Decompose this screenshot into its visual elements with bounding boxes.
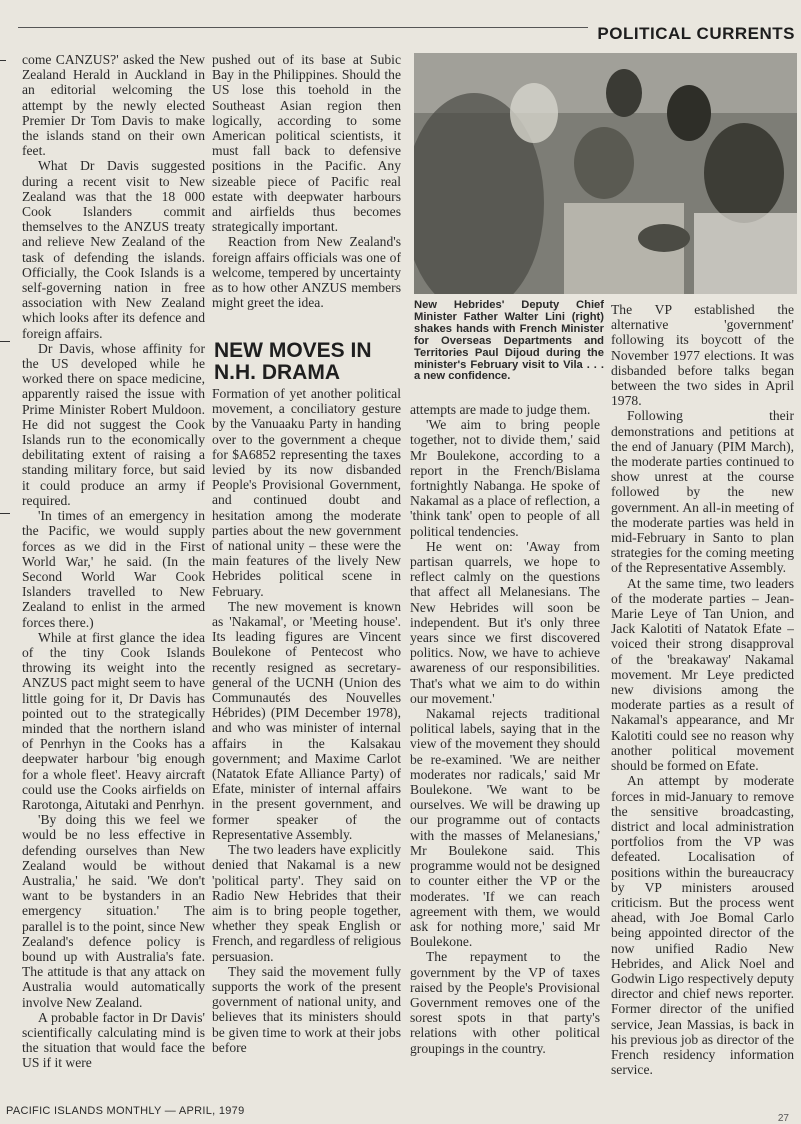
header-rule xyxy=(18,27,588,28)
footer-publication: PACIFIC ISLANDS MONTHLY — APRIL, 1979 xyxy=(6,1105,245,1117)
paragraph: They said the movement fully supports the work of the present government of national unity, and believes that its ministers should be given time to work at their jobs before xyxy=(212,963,401,1055)
column-2-top xyxy=(212,52,401,322)
paragraph: Nakamal rejects traditional political labels, saying that in the view of the movement they should be re-examined. 'We are neither moderates nor radicals,' said Mr Boulekone. 'We want to be ourselves. We will be drawing up our programme out of contacts with the masses of Melanesians,' Mr Boulekone said. This programme would not be designed to counter either the VP or the moderates. 'If we can reach agreement with them, we would ask for nothing more,' said Mr Boulekone. xyxy=(410,706,600,950)
page-number: 27 xyxy=(777,1113,789,1124)
section-header: POLITICAL CURRENTS xyxy=(597,24,795,43)
column-1 xyxy=(22,52,205,1100)
paragraph: The repayment to the government by the VP of taxes raised by the People's Provisional Government removes one of the sorest spots in that party's relations with other political groupings in the country. xyxy=(410,949,600,1056)
photo-image xyxy=(414,53,797,294)
paragraph: attempts are made to judge them. xyxy=(410,402,591,417)
photo-caption: New Hebrides' Deputy Chief Minister Father Walter Lini (right) shakes hands with French Minister for Overseas Departments and Territories Paul Dijoud during the minister's February visit to Vila . . . a new confidence. xyxy=(414,299,604,383)
column-4 xyxy=(611,302,794,1100)
paragraph: An attempt by moderate forces in mid-January to remove the sensitive broadcasting, district and local administration portfolios from the VP was defeated. Localisation of positions within the bureaucracy by VP ministers aroused criticism. But the process went ahead, with Joe Bomal Carlo being appointed director of the now unified Radio New Hebrides, and Alick Noel and Godwin Ligo respectively deputy director and chief news reporter. Former director of the unified service, Jean Massias, is back in his previous job as director of the French residency information service. xyxy=(611,773,794,1078)
paragraph: Dr Davis, whose affinity for the US developed while he worked there on space medicine, apparently raised the issue with Prime Minister Robert Muldoon. He did not suggest the Cook Islands run to the economically debilitating extent of raising a standing military force, but said it could produce an army if required. xyxy=(22,340,205,508)
paragraph: come CANZUS?' asked the New Zealand Herald in Auckland in an editorial welcoming the attempt by the newly elected Premier Dr Tom Davis to make the islands stand on their own feet. xyxy=(22,52,205,159)
paragraph: 'In times of an emergency in the Pacific, we would supply forces as we did in the First World War,' he said. (In the Second World War Cook Islanders travelled to New Zealand to enlist in the armed forces there.) xyxy=(22,508,205,630)
paragraph: 'By doing this we feel we would be no less effective in defending ourselves than New Zealand would be without Australia,' he said. 'We don't want to be bystanders in an emergency situation.' The parallel is to the point, since New Zealand's defence policy is bound up with Australia's fate. The attitude is that any attack on Australia would automatically involve New Zealand. xyxy=(22,812,205,1010)
news-photo xyxy=(414,53,797,294)
margin-mark xyxy=(0,341,10,342)
paragraph: Reaction from New Zealand's foreign affairs officials was one of welcome, tempered by uncertainty as to how other ANZUS members might greet the idea. xyxy=(212,234,401,311)
paragraph: Following their demonstrations and petitions at the end of January (PIM March), the moderate parties continued to show unrest at the course followed by the new government. An all-in meeting of the moderate parties was held in mid-February in Santo to plan strategies for the coming meeting of the Representative Assembly. xyxy=(611,408,794,576)
paragraph: The two leaders have explicitly denied that Nakamal is a new 'political party'. They said on Radio New Hebrides that their aim is to bring people together, whether they speak English or French, and regardless of religious persuasion. xyxy=(212,842,401,964)
column-3 xyxy=(410,402,600,1100)
margin-mark xyxy=(0,513,10,514)
paragraph: What Dr Davis suggested during a recent visit to New Zealand was that the 18 000 Cook Islanders commit themselves to the ANZUS treaty and relieve New Zealand of the task of defending the islands. Officially, the Cook Islands is a self-governing nation in free association with New Zealand which looks after its defence and foreign affairs. xyxy=(22,158,205,341)
column-2-body xyxy=(212,386,401,1100)
paragraph: The new movement is known as 'Nakamal', or 'Meeting house'. Its leading figures are Vincent Boulekone of Pentecost who recently resigned as secretary-general of the UCNH (Union des Communautés des Nouvelles Hébrides) (PIM December 1978), and who was minister of internal affairs in the Kalsakau government; and Maxime Carlot (Natatok Efate Alliance Party) of Efate, minister of internal affairs in the present government, and former speaker of the Representative Assembly. xyxy=(212,598,401,842)
paragraph: 'We aim to bring people together, not to divide them,' said Mr Boulekone, according to a report in the French/Bislama fortnightly Nabanga. He spoke of Nakamal as a place of reflection, a 'think tank' open to people of all political tendencies. xyxy=(410,417,600,539)
paragraph: The VP established the alternative 'government' following its boycott of the November 1977 elections. It was disbanded before talks began between the two sides in April 1978. xyxy=(611,302,794,409)
margin-mark xyxy=(0,60,6,61)
paragraph: A probable factor in Dr Davis' scientifically calculating mind is the situation that would face the US if it were xyxy=(22,1009,205,1071)
paragraph: pushed out of its base at Subic Bay in the Philippines. Should the US lose this toehold in the Southeast Asian region then logically, according to some American political scientists, it must fall back to defensive positions in the Pacific. Any sizeable piece of Pacific real estate with deepwater harbours and airfields thus becomes strategically important. xyxy=(212,52,401,235)
paragraph: At the same time, two leaders of the moderate parties – Jean-Marie Leye of Tan Union, and Jack Kalotiti of Natatok Efate – voiced their strong disapproval of the 'breakaway' Nakamal movement. Mr Leye predicted new divisions among the moderate parties as a result of Nakamal's appearance, and Mr Kalotiti could see no reason why another political movement should be formed on Efate. xyxy=(611,575,794,774)
paragraph: He went on: 'Away from partisan quarrels, we hope to reflect calmly on the questions that affect all Melanesians. The New Hebrides will soon be independent. But it's only three years since we first discovered politics. Now, we have to achieve awareness of our responsibilities. That's what we aim to do within our movement.' xyxy=(410,538,600,706)
paragraph: Formation of yet another political movement, a conciliatory gesture by the Vanuaaku Party in handing over to the government a cheque for $A6852 representing the taxes levied by its now disbanded People's Provisional Government, and continued doubt and hesitation among the moderate parties about the new government of national unity – these were the main features of the lively New Hebrides political scene in February. xyxy=(212,386,401,599)
article-headline: NEW MOVES IN N.H. DRAMA xyxy=(214,339,372,384)
paragraph: While at first glance the idea of the tiny Cook Islands throwing its weight into the ANZUS pact might seem to have little going for it, Dr Davis has pointed out to the strategically minded that the northern island of Penrhyn in the Cooks has a deepwater harbour 'big enough for a whole fleet'. Heavy aircraft could use the Cooks airfields on Rarotonga, Aitutaki and Penrhyn. xyxy=(22,629,205,812)
